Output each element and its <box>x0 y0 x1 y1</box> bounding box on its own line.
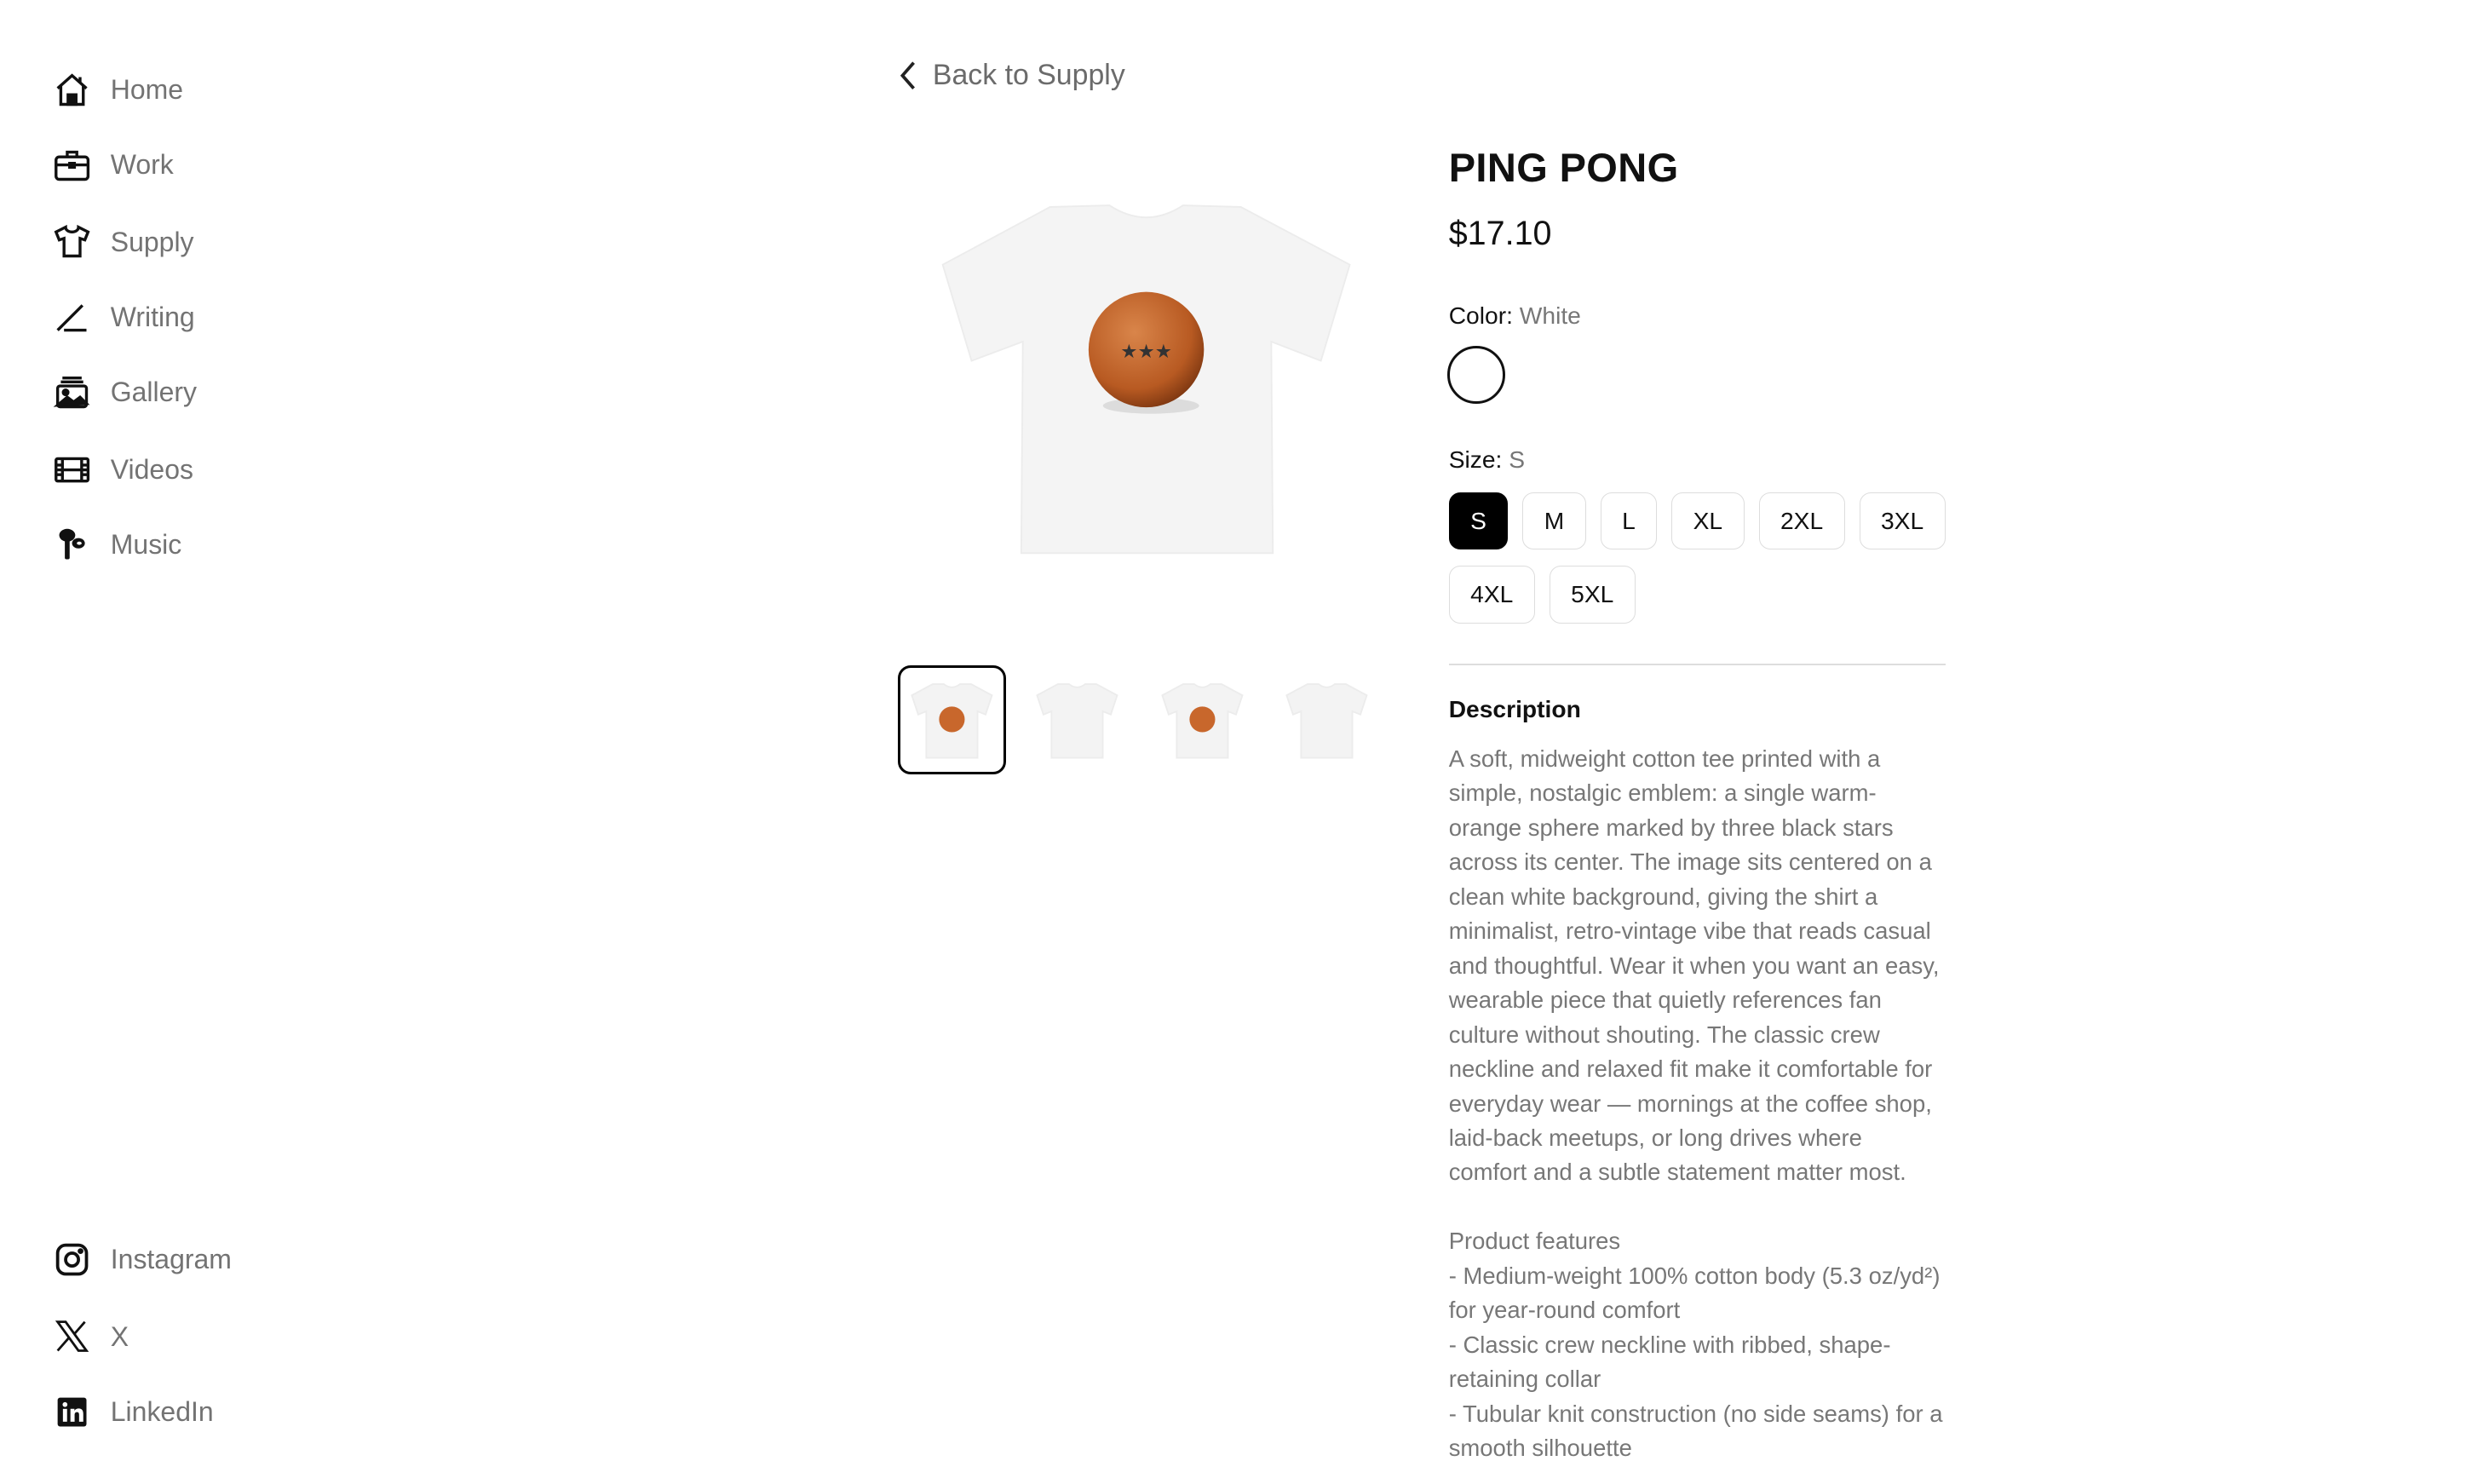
nav-item-supply[interactable] <box>53 218 193 266</box>
size-value: S <box>1509 446 1526 473</box>
social-linkedin[interactable] <box>53 1388 214 1435</box>
x-icon <box>53 1317 91 1355</box>
nav-label: Work <box>110 149 174 181</box>
product-title: PING PONG <box>1448 145 1679 191</box>
product-thumbnail[interactable] <box>1022 665 1131 774</box>
size-option-m[interactable]: M <box>1522 492 1585 550</box>
description-text: A soft, midweight cotton tee printed with a simple, nostalgic emblem: a single warm-orange sphere marked by three black stars across its center. The image sits centered on a clean white background, giving the shirt a minimalist, retro-vintage vibe that reads casual and thoughtful. Wear it when you want an easy, wearable piece that quietly references fan culture without shouting. The classic crew neckline and relaxed fit make it comfortable for everyday wear — mornings at the coffee shop, laid-back meetups, or long drives where comfort and a subtle statement matter most. Product features - Medium-weight 100% cotton body (5.3 oz/yd²) for year-round comfort - Classic crew neckline with ribbed, shape-retaining collar - Tubular knit construction (no side seams) for a smooth silhouette <box>1448 745 1943 1462</box>
nav-item-writing[interactable] <box>53 293 195 341</box>
svg-text:★★★: ★★★ <box>1119 340 1172 363</box>
linkedin-icon <box>53 1393 91 1431</box>
size-option-l[interactable]: L <box>1601 492 1658 550</box>
nav-item-gallery[interactable] <box>53 369 197 417</box>
briefcase-icon <box>53 146 91 184</box>
nav-label: Videos <box>110 453 193 485</box>
nav-item-work[interactable] <box>53 141 174 189</box>
size-options <box>1449 492 1946 624</box>
divider <box>1449 664 1946 665</box>
nav-item-home[interactable] <box>53 66 183 113</box>
size-option-s[interactable]: S <box>1449 492 1509 550</box>
size-option-3xl[interactable]: 3XL <box>1860 492 1946 550</box>
social-instagram[interactable] <box>53 1235 232 1283</box>
color-label-text: Color: <box>1448 301 1513 329</box>
nav-item-videos[interactable] <box>53 446 193 493</box>
product-thumbnail[interactable] <box>1147 665 1256 774</box>
tshirt-icon <box>53 222 91 261</box>
nav-label: Home <box>110 73 184 105</box>
social-x[interactable] <box>53 1313 129 1360</box>
product-thumbnail[interactable] <box>1273 665 1382 774</box>
description-heading: Description <box>1448 695 1581 723</box>
size-option-4xl[interactable]: 4XL <box>1449 566 1535 624</box>
size-label <box>1449 446 1525 474</box>
size-option-xl[interactable]: XL <box>1671 492 1744 550</box>
product-price: $17.10 <box>1448 215 1552 253</box>
nav-label: Writing <box>110 301 195 332</box>
home-icon <box>53 71 91 109</box>
size-label-text: Size: <box>1448 446 1503 473</box>
social-label: X <box>110 1320 129 1352</box>
film-icon <box>53 451 91 489</box>
gallery-icon <box>53 373 91 411</box>
pencil-icon <box>53 298 91 336</box>
nav-label: Supply <box>110 226 194 257</box>
color-label <box>1449 302 1581 330</box>
social-label: Instagram <box>110 1244 232 1275</box>
back-label: Back to Supply <box>932 58 1125 91</box>
back-to-supply-link[interactable] <box>894 58 1125 93</box>
instagram-icon <box>53 1240 91 1279</box>
color-swatch-white[interactable] <box>1447 346 1505 404</box>
color-value: White <box>1519 301 1581 329</box>
chevron-left-icon <box>894 58 923 93</box>
nav-item-music[interactable] <box>53 521 181 568</box>
nav-label: Gallery <box>110 377 198 408</box>
nav-label: Music <box>110 529 182 561</box>
earbuds-icon <box>53 526 91 564</box>
social-label: LinkedIn <box>110 1395 214 1427</box>
product-thumbnail[interactable] <box>898 665 1007 774</box>
size-option-5xl[interactable]: 5XL <box>1550 566 1636 624</box>
size-option-2xl[interactable]: 2XL <box>1759 492 1845 550</box>
product-main-image <box>898 152 1394 618</box>
